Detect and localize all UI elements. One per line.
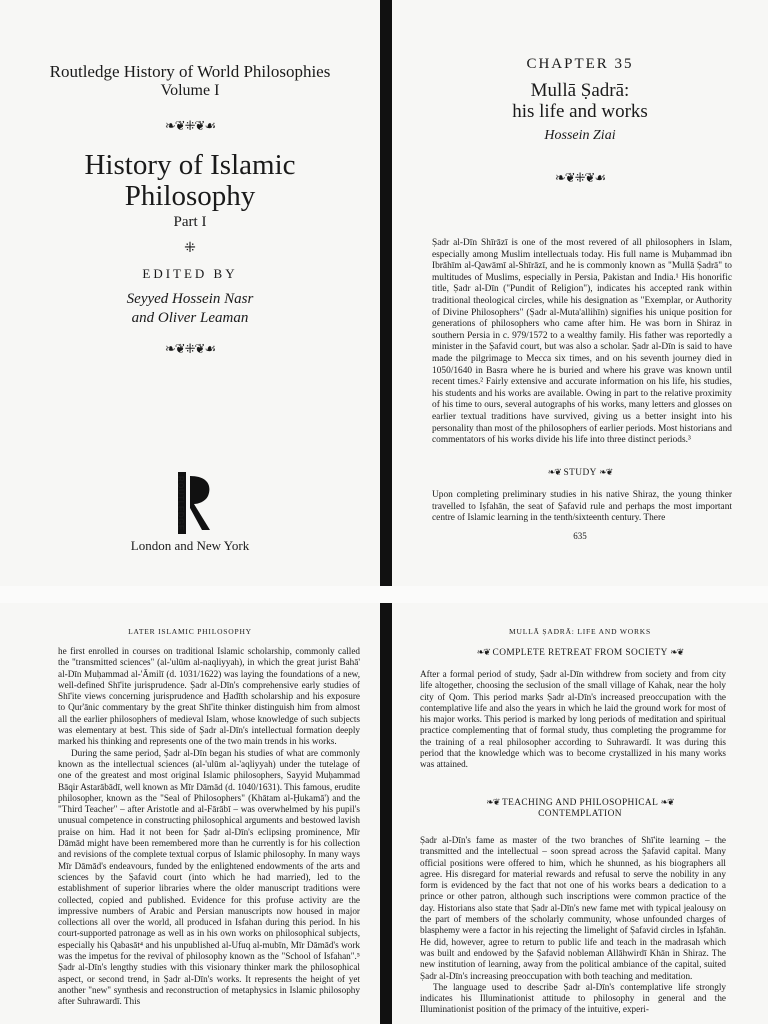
book-spine-shadow [380, 0, 392, 586]
page-number: 635 [573, 531, 587, 541]
section-heading-retreat [392, 647, 768, 658]
body-text [420, 835, 726, 1016]
ornament-right-icon: ❧❦ [670, 647, 684, 657]
ornament-divider: ❧❦⁜❦☙ [164, 118, 216, 133]
chapter-title [392, 80, 768, 122]
chapter-opening-page [392, 0, 768, 586]
body-text [58, 646, 360, 1008]
ornament-divider: ❧❦⁜❦☙ [554, 170, 606, 185]
paragraph-text: After a formal period of study, Ṣadr al-Dīn withdrew from society and from city life altogether, choosing the seclusion of the small village of Kahak, near the holy city of Qom. This period marks Ṣadr al-Dīn's increased preoccupation with the contemplative life and also the years in which he laid the ground work for most of his major works. This period is marked by long periods of meditation and spiritual practice complementing that of formal study, thus completing the programme for the training of a real philosopher according to Suhrawardī. It was during this period that the knowledge which was to become crystallized in his many works was attained. [420, 669, 726, 770]
paragraph-text: Upon completing preliminary studies in his native Shiraz, the young thinker travelled to Iṣfahān, the seat of Ṣafavid rule and perhaps the most important centre of Islamic learning in the tenth/sixteenth century. There [432, 490, 732, 524]
book-spine-shadow [380, 603, 392, 1024]
ornament-left-icon: ❧❦ [476, 647, 490, 657]
section-heading-text-line1: TEACHING AND PHILOSOPHICAL [501, 798, 658, 808]
part-label: Part I [173, 214, 207, 230]
page-gap [0, 586, 768, 603]
ornament-right-icon: ❧❦ [599, 467, 613, 477]
paragraph-text: he first enrolled in courses on traditional Islamic scholarship, commonly called the "transmitted sciences" (al-'ulūm al-naqliyyah), in which the great jurist Bahā' al-Dīn Muḥammad al-'Āmilī (d. 1031/1622) was laying the foundations of a new, well-defined Shī'ite jurisprudence. Ṣadr al-Dīn's comprehensive early studies of Shī'ite views concerning jurisprudence and Ḥadīth scholarship and his exposure to Qur'ānic commentary by the great Shī'ite thinker distinguish him from almost all the earlier philosophers of medieval Islam, whose knowledge of such subjects was elementary at best. This side of Ṣadr al-Dīn's intellectual formation deeply marked his thinking and represents one of the two main trends in his works. [58, 646, 360, 747]
volume-label: Volume I [160, 82, 220, 99]
section-heading-teaching [392, 797, 768, 820]
text-page-right [392, 603, 768, 1024]
section-heading-text-line2: CONTEMPLATION [538, 809, 622, 819]
text-page-left [0, 603, 380, 1024]
publisher-logo-text: ROUTLEDGE [176, 476, 185, 531]
ornament-right-icon: ❧❦ [660, 797, 674, 807]
paragraph-text: Ṣadr al-Dīn Shīrāzī is one of the most revered of all philosophers in Islam, especially among Muslim intellectuals today. His full name is Muḥammad ibn Ibrāhīm al-Qawāmī al-Shīrāzī, and he is commonly known as "Mullā Ṣadrā" to multitudes of Muslims, especially in Persia, Pakistan and India.¹ His honorific title, Ṣadr al-Dīn ("Pundit of Religion"), indicates his accepted rank within traditional theological circles, while his designation as "Exemplar, or Authority of Divine Philosophers" (Ṣadr al-Muta'allihīn) signifies his unique position for generations of philosophers who came after him. He was born in Shiraz in southern Persia in c. 979/1572 to a wealthy family. His father was reportedly a minister in the Ṣafavid court, but was also a scholar. Ṣadr al-Dīn is said to have made the pilgrimage to Mecca six times, and on his seventh journey died in 1050/1640 in Basra where he is buried and where his grave was known until recent times.² Fairly extensive and accurate information on his life, his studies, his students and his works are available. Owing in part to the relative proximity of his time to ours, several autographs of his works, many letters and glosses on earlier textual traditions have survived, giving us a better insight into his personality than most of the philosophers of earlier periods. Most historians and commentators of his works divide his life into three distinct periods.³ [432, 238, 732, 446]
series-title: Routledge History of World Philosophies [49, 62, 331, 81]
body-paragraph [420, 669, 726, 771]
editor-name-1: Seyyed Hossein Nasr [126, 291, 254, 307]
paragraph-text: Ṣadr al-Dīn's fame as master of the two branches of Shī'ite learning – the transmitted and the intellectual – soon spread across the Ṣafavid capital. Many official positions were offered to him, which he shunned, as his biographers all agree. His disregard for material rewards and refusal to serve the nobility in any form is evidenced by the fact that not one of his works bears a dedication to a prince or other patron, although such inscriptions were common practice of the day. Historians also state that Ṣadr al-Dīn's new fame met with typical jealousy on the part of members of the scholarly community, whose unfounded charges of blasphemy were a factor in his rejecting the limelight of Ṣafavid circles in Iṣfahān. He did, however, agree to return to public life and teach in the madrasah which was built and endowed by the Ṣafavid nobleman Allāhwirdī Khān in Shiraz. The new institution of learning, away from the political ambiance of the capital, suited Ṣadr al-Dīn's increasing preoccupation with both teaching and meditation. [420, 835, 726, 981]
ornament-left-icon: ❧❦ [547, 467, 561, 477]
ornament-left-icon: ❧❦ [486, 797, 500, 807]
section-heading-text: COMPLETE RETREAT FROM SOCIETY [492, 648, 668, 658]
paragraph-text: During the same period, Ṣadr al-Dīn began his studies of what are commonly known as the intellectual sciences (al-'ulūm al-'aqliyyah) under the tutelage of one of the greatest and most original Islamic philosophers, Sayyid Muḥammad Bāqir Astarābādī, well known as Mīr Dāmād (d. 1040/1631). This famous, erudite philosopher, known as the "Seal of Philosophers" (Khātam al-Ḥukamā') and the "Third Teacher" – after Aristotle and al-Fārābī – was overwhelmed by his pupil's unusual competence in constructing philosophical arguments and bestowed lavish praise on him. Had it not been for Ṣadr al-Dīn's eclipsing prominence, Mīr Dāmād might have been remembered more than he currently is for his collection and revisions of the complete textual corpus of Islamic philosophy. In many ways Mīr Dāmād's endeavours, funded by the enlightened endowments of the arts and sciences by the Ṣafavid court (into which he had married), led to the establishment of superior libraries where the older manuscript traditions were collected, copied and published. Evidence for this profuse activity are the impressive numbers of Arabic and Persian manuscripts now housed in major collections all over the world, all produced in Isfahan during this period. In his court-supported patronage as well as in his own works on philosophical subjects, especially his Qabasāt⁴ and his unpublished al-Ufuq al-mubīn, Mīr Dāmād's work was the impetus for the revival of philosophy known as the "School of Isfahan".⁵ Ṣadr al-Dīn's lengthy studies with this visionary thinker mark the philosophical aspect, or second trend, in Ṣadr al-Dīn's works. It represents the height of yet another "new" synthesis and reconstruction of metaphysics in Islamic philosophy after Suhrawardī. This [58, 747, 360, 1007]
book-title [0, 150, 380, 212]
section-heading-study [392, 467, 768, 478]
section-heading-text: STUDY [563, 468, 597, 478]
chapter-author: Hossein Ziai [544, 128, 616, 143]
star-ornament: ⁜ [184, 241, 196, 256]
book-title-line1: History of Islamic [84, 149, 296, 181]
book-title-line2: Philosophy [124, 180, 256, 212]
edited-by-label: EDITED BY [142, 266, 238, 281]
body-paragraph [432, 490, 732, 525]
running-head: LATER ISLAMIC PHILOSOPHY [128, 627, 252, 636]
chapter-number: CHAPTER 35 [526, 56, 634, 72]
paragraph-text: The language used to describe Ṣadr al-Dīn's contemplative life strongly indicates his Illuminationist attitude to philosophy in general and the Illuminationist position of the primacy of the intuitive, experi- [420, 981, 726, 1015]
title-page [0, 0, 380, 586]
publisher-place: London and New York [130, 538, 250, 553]
running-head: MULLĀ ṢADRĀ: LIFE AND WORKS [509, 627, 651, 636]
ornament-divider: ❧❦⁜❦☙ [164, 341, 216, 356]
editor-name-2: and Oliver Leaman [131, 310, 249, 326]
chapter-title-line1: Mullā Ṣadrā: [530, 80, 630, 101]
body-paragraph [432, 238, 732, 447]
chapter-title-line2: his life and works [512, 101, 648, 122]
